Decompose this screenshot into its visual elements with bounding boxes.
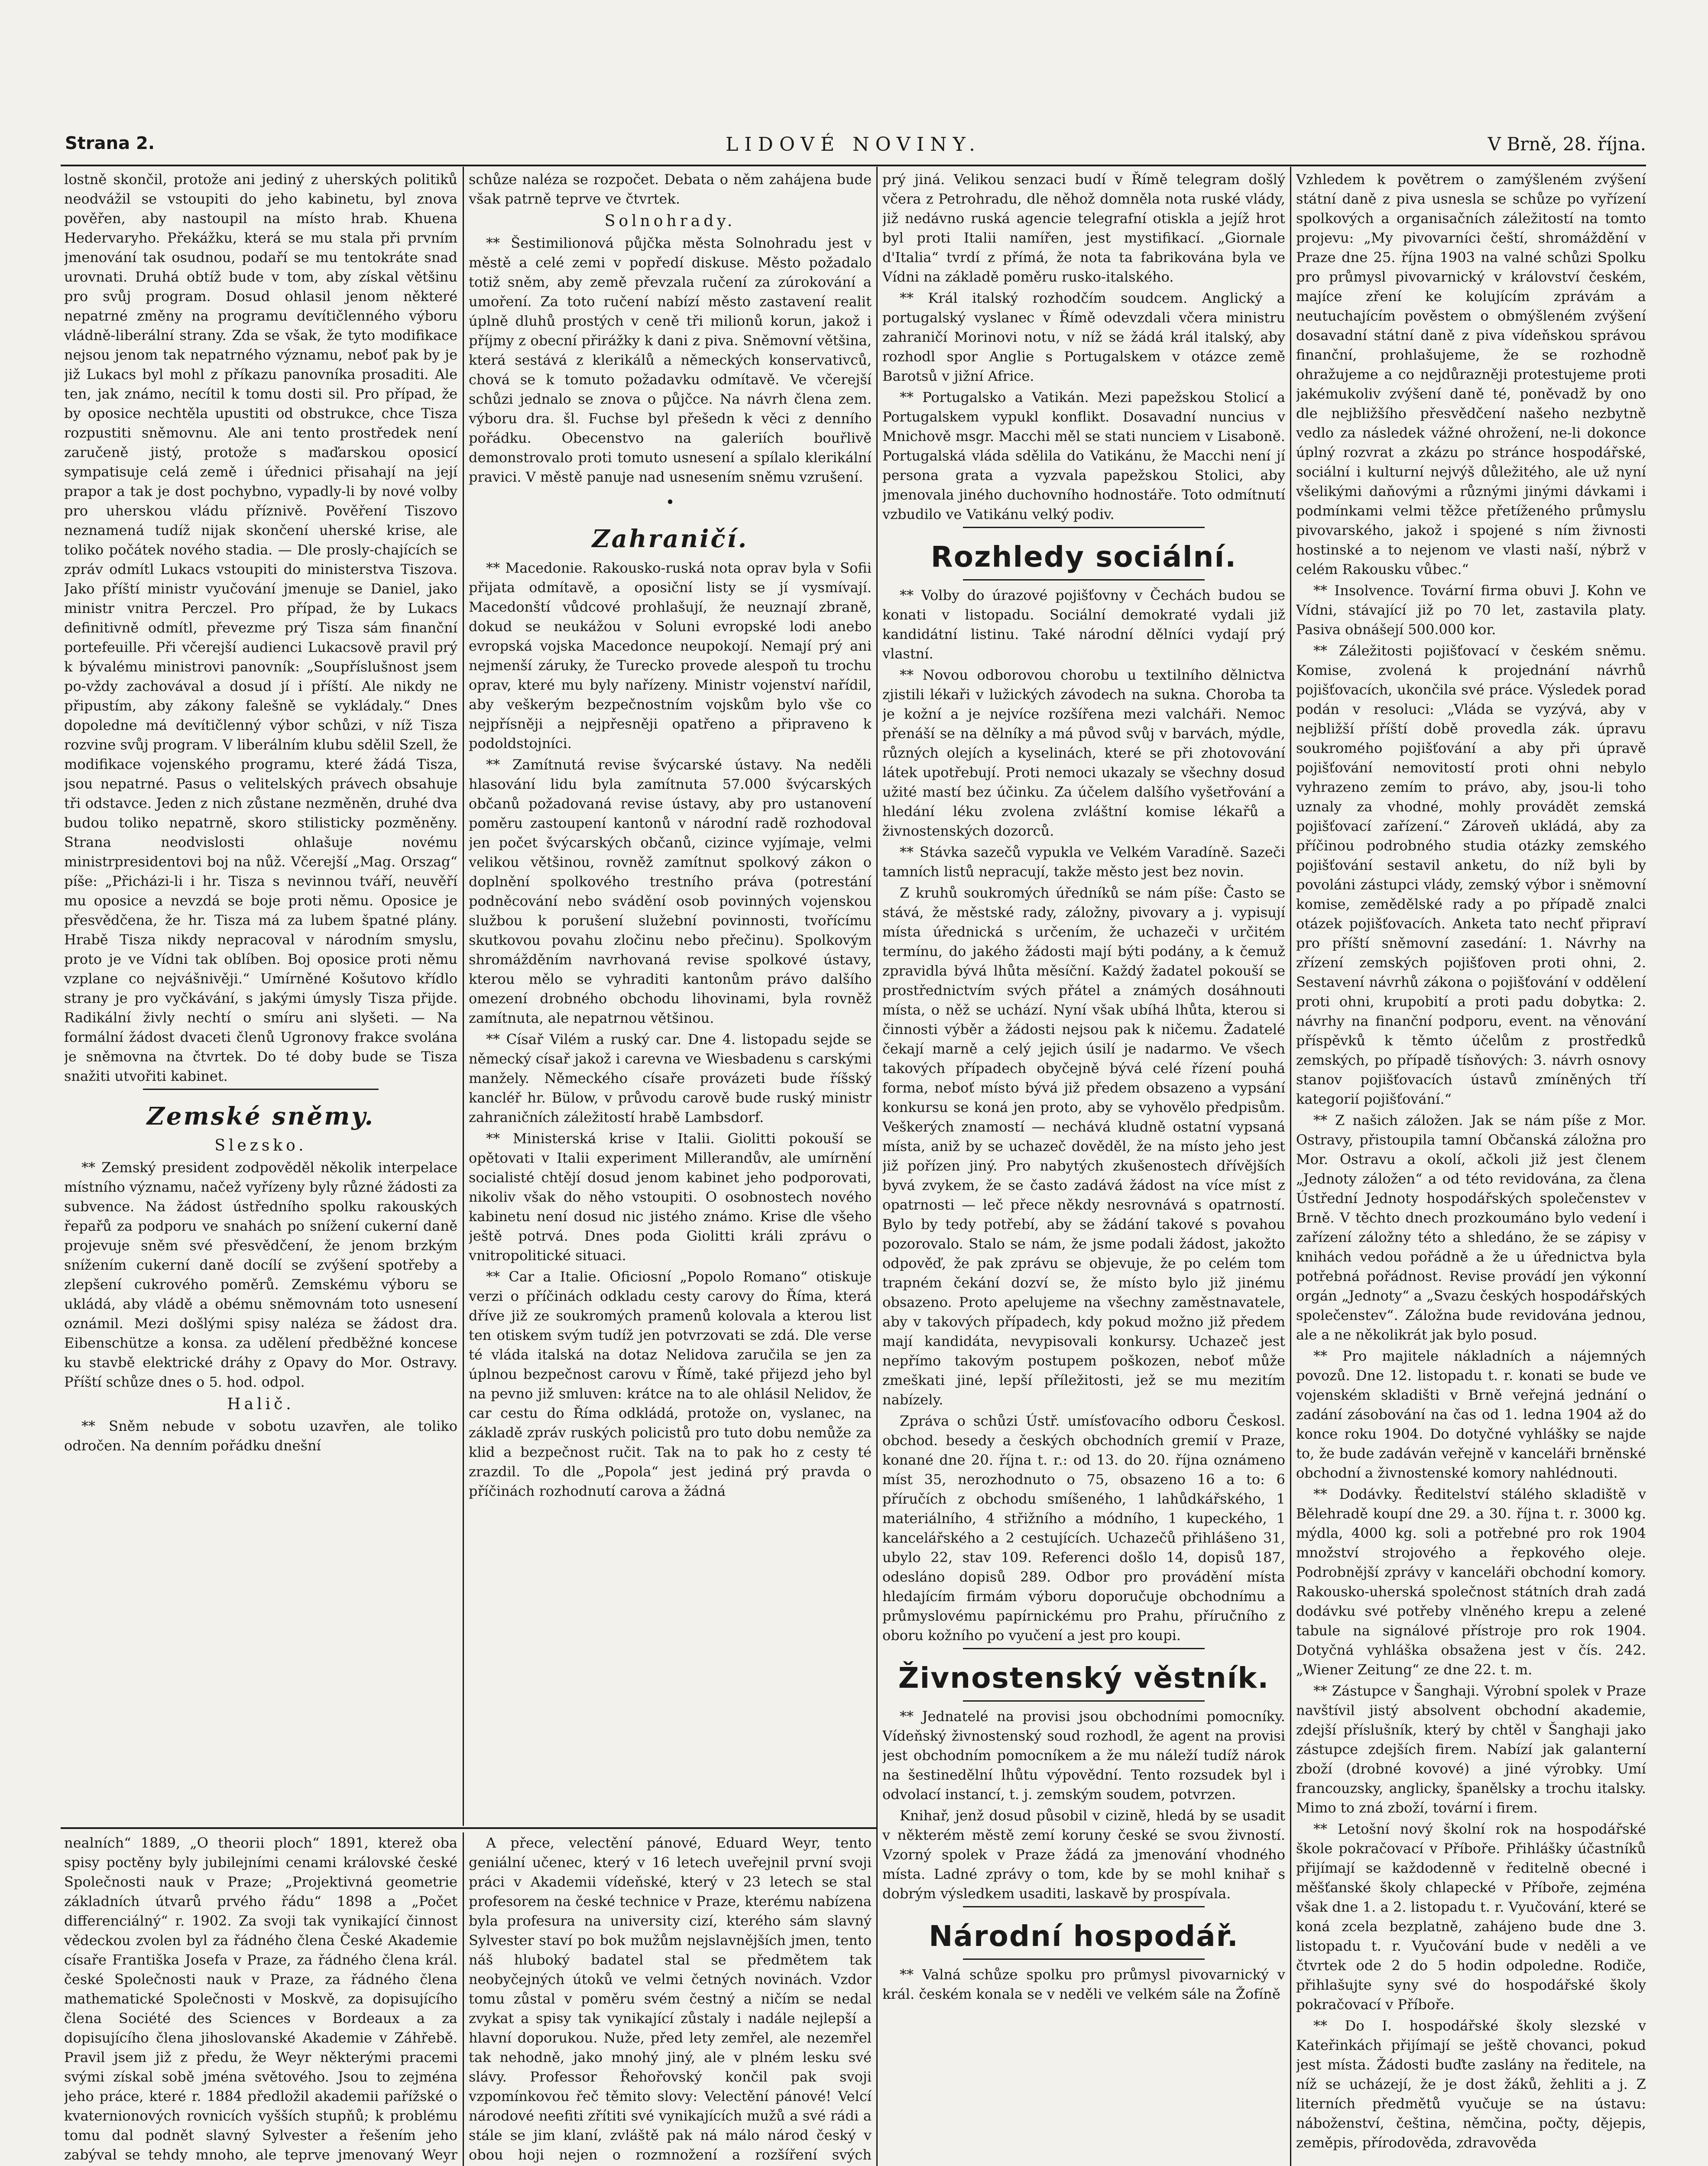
article-knihar: Knihař, jenž dosud působil v cizině, hledá by se usadit v některém městě zemí koruny české se svou živností. Vzorný spolek v Praze žádá za jmenování vhodného místa. Ladné zprávy o tom, kde by se mohl knihař s dobrým výsledkem usaditi, laskavě by prospívala. xyxy=(882,1807,1285,1902)
article-insolvence: ** Insolvence. Tovární firma obuvi J. Kohn ve Vídni, stávající již po 70 let, zastavila platy. Pasiva obnášejí 500.000 kor. xyxy=(1296,582,1646,638)
article-kral-italsky: ** Král italský rozhodčím soudcem. Anglický a portugalský vyslanec v Římě odevzdali včera ministru zahraničí Morinovi notu, v níž se žádá král italský, aby rozhodl spor Anglie s Portugalskem v otázce země Barotsů v jižní Africe. xyxy=(882,290,1285,384)
article-halic: ** Sněm nebude v sobotu uzavřen, ale toliko odročen. Na denním pořádku dnešní xyxy=(64,1418,457,1454)
section-divider xyxy=(963,1906,1205,1907)
newspaper-title: LIDOVÉ NOVINY. xyxy=(726,133,981,156)
issue-date: V Brně, 28. října. xyxy=(1488,133,1646,155)
article-pribor: ** Letošní nový školní rok na hospodářské škole pokračovací v Příboře. Přihlášky účastníků přijímají se každodenně v ředitelně obecné i měšťanské školy chlapecké v Příboře, zejména však dne 1. a 2. listopadu t. r. Vyučování, které se koná zcela bezplatně, zahájeno bude dne 3. listopadu t. r. Vyučování bude v neděli a ve čtvrtek ode 2 do 5 hodin odpoledne. Rodiče, přihlašujte syny své do hospodářské školy pokračovací v Příboře. xyxy=(1296,1821,1646,2013)
column-rule-bottom-1 xyxy=(463,1832,464,2166)
feuilleton-weyr-2: A přece, velectění pánové, Eduard Weyr, tento geniální učenec, který v 16 letech uveřejnil první svoji práci v Akademii vídeňské, který v 23 letech se stal profesorem na české technice v Praze, kterému nabízena byla profesura na university cizí, kterého sám slavný Sylvester staví po bok mužům nejslavnějších jmen, tento náš hluboký badatel stal se předmětem tak neobyčejných útoků ve velmi četných novinách. Vzdor tomu zůstal v poměru svém čestný a ničím se nedal zvykat a spisy tak vynikající zůstaly i nadále nejlepší a hlavní doporukou. Nuže, před lety zemřel, ale nezemřel tak nehodně, jako mnohý jiný, ale v plném lesku své slávy. Professor Řehořovský končil pak svoji vzpomínkovou řeč těmito slovy: Velectění pánové! Velcí národové neefiti zřítiti své vynikajících mužů a své rádi a stále se jim klaní, zvláště pak ná málo národ český v obou hoji nejen o rozmnožení a rozšíření svých xyxy=(469,1835,872,2163)
column-2 xyxy=(469,170,872,1825)
feuilleton-weyr-1: nealních“ 1889, „O theorii ploch“ 1891, kterež oba spisy poctěny byly jubilejními cenami královské české Společnosti nauk v Praze; „Projektivná geometrie základních útvarů prvého řádu“ 1898 a „Počet differenciálný“ r. 1902. Za svoji tak vynikající činnost vědeckou zvolen byl za řádného člena České Akademie císaře Františka Josefa v Praze, za řádného člena král. české Společnosti nauk v Praze, za řádného člena mathematické Společnosti v Moskvě, za dopisujícího člena Société des Sciences v Bordeaux a za dopisujícího člena jihoslovanské Akademie v Záhřebě. Pravil jsem již z předu, že Weyr některými pracemi svými získal sobě jména světového. Jsou to zejména jeho práce, které r. 1884 předložil akademii pařížské o kvaternionových rovnicích vyšších stupňů; k problému tomu dal podnět slavný Sylvester a řešením jeho zabýval se tehdy mnoho, ale teprve jmenovaný Weyr xyxy=(64,1835,457,2163)
article-slezsko: ** Zemský president zodpověděl několik interpelace místního významu, načež vyřízeny byly různé žádosti za subvence. Na žádost ústředního spolku rakouských řepařů za podporu ve snahách po snížení cukerní daně projevuje sněm své přesvědčení, že jenom brzkým snížením cukerní daně docílí se zvýšení spotřeby a zlepšení cukrového poměrů. Zemskému výboru se ukládá, aby vládě a obému sněmovnám toto usnesení oznámil. Mezi došlými spisy naléza se žádost dra. Eibenschütze a konsa. za udělení předběžné koncese ku stavbě elektrické dráhy z Opavy do Mor. Ostravy. Příští schůze dnes o 5. hod. odpol. xyxy=(64,1159,457,1390)
article-katerinky: ** Do I. hospodářské školy slezské v Kateřinkách přijímají se ještě chovanci, pokud jest místa. Žádosti buďte zaslány na ředitele, na níž se ucházejí, že je dost žáků, žehliti a j. Z literních předmětů vyučuje se na ústavu: náboženství, čeština, němčina, počty, dějepis, zeměpis, přírodověda, zdravověda xyxy=(1296,2017,1646,2151)
page-number: Strana 2. xyxy=(65,133,155,153)
section-heading-zemske-snemy: Zemské sněmy. xyxy=(147,1102,375,1131)
article-svycarsko: ** Zamítnutá revise švýcarské ústavy. Na neděli hlasování lidu byla zamítnuta 57.000 švýcarských občanů požadovaná revise ústavy, aby pro ustanovení poměru zastoupení kantonů v národní radě rozhodoval jen počet švýcarských občanů, cizince vyjímaje, velmi velikou většinou, rovněž zamítnut spolkový zákon o doplnění spolkového trestního práva (potrestání podněcování nebo svádění osob povinných vojenskou službou k porušení služební povinnosti, tvořícímu skutkovou povahu zločinu nebo přečinu). Spolkovým shromážděním navrhovaná revise spolkové ústavy, kterou mělo se vyhraditi kantonům právo dalšího omezení drobného obchodu lihovinami, byla rovněž zamítnuta, ale nepatrnou většinou. xyxy=(469,756,872,1026)
article-volby: ** Volby do úrazové pojišťovny v Čechách budou se konati v listopadu. Sociální demokraté vydali již kandidátní listinu. Také národní dělníci vydají prý vlastní. xyxy=(882,587,1285,662)
column-3 xyxy=(882,170,1285,2166)
column-rule-3 xyxy=(1290,167,1291,2166)
section-divider xyxy=(963,1700,1205,1702)
section-heading-zahranici: Zahraničí. xyxy=(592,525,749,553)
article-valna-schuze: ** Valná schůze spolku pro průmysl pivovarnický v král. českém konala se v neděli ve velkém sále na Žofíně xyxy=(882,1966,1285,2002)
header-rule xyxy=(61,165,1646,166)
article-car-italie-cont: prý jiná. Velikou senzaci budí v Římě telegram došlý včera z Petrohradu, dle něhož domněla nota ruské vlády, již nedávno ruská agencie telegrafní otiskla a jejíž hrot byl proti Italii namířen, jest mystifikací. „Giornale d'Italia“ tvrdí z přímá, že nota ta fabrikována byla ve Vídni na základě poměru rusko-italského. xyxy=(882,171,1285,285)
column-rule-1 xyxy=(463,167,464,1826)
column-rule-2 xyxy=(876,167,878,2166)
article-cisar-vilem: ** Císař Vilém a ruský car. Dne 4. listopadu sejde se německý císař jakož i carevna ve Wiesbadenu s carskými manžely. Německého císaře provázeti bude říšský kancléř hr. Bülow, v průvodu carově bude ruský ministr zahraničních záležitostí hrabě Lambsdorf. xyxy=(469,1031,872,1125)
article-zalozny: ** Z našich záložen. Jak se nám píše z Mor. Ostravy, přistoupila tamní Občanská záložna pro Mor. Ostravu a okolí, ačkoli již jest členem „Jednoty záložen“ a od této revidována, za člena Ústřední Jednoty hospodářských společenstev v Brně. V těchto dnech prozkoumáno bylo vedení i zařízení záložny této a shledáno, že se zápisy v knihách vedou pořádně a že u úřednictva byla potřebná pořádnost. Revise provádí jen výkonní orgán „Jednoty“ a „Svazu českých hospodářských společenstev“. Záložna bude revidována jednou, ale a ne několikrát jak bylo posud. xyxy=(1296,1112,1646,1343)
section-heading-narodni: Národní hospodář. xyxy=(929,1920,1239,1953)
feuilleton-column-1 xyxy=(64,1833,457,2166)
subheading-solnohrady: Solnohrady. xyxy=(604,212,736,230)
article-dodavky: ** Dodávky. Ředitelství stálého skladiště v Bělehradě koupí dne 29. a 30. října t. r. 3000 kg. mýdla, 4000 kg. soli a potřebné pro rok 1904 množství strojového a řepkového oleje. Podrobnější zprávy v kanceláři obchodní komory. Rakousko-uherská společnost státních drah zadá dodávku své potřeby vlněného krepu a zelené tabule na signálové přístroje pro rok 1904. Dotyčná vyhláška obsažena jest v čís. 242. „Wiener Zeitung“ ze dne 22. t. m. xyxy=(1296,1486,1646,1678)
article-sanghaj: ** Zástupce v Šanghaji. Výrobní spolek v Praze navštívil jistý absolvent obchodní akademie, zdejší příslušník, který by chtěl v Šanghaji jako zástupce zdejších firem. Nabízí jak galanterní zboží (drobné kovové) a jiné výrobky. Umí francouzsky, anglicky, španělsky a trochu italsky. Mimo to zná zboží, tovární i firem. xyxy=(1296,1683,1646,1816)
section-divider xyxy=(963,579,1205,580)
article-car-italie: ** Car a Italie. Oficiosní „Popolo Romano“ otiskuje verzi o příčinách odkladu cesty carovy do Říma, která dříve již ze soukromých pramenů kolovala a kterou list ten otiskem svým tudíž jen potvrzovati se zdá. Dle verse té vláda italská na dotaz Nelidova zaručila se jen za úplnou bezpečnost carovu v Římě, také přijezd jeho byl na pevno již smluven: krátce na to ale ohlásil Nelidov, že car cestu do Říma odkládá, protože on, vyslanec, na základě zpráv ruských policistů pro tuto dobu nemůže za klid a bezpečnost ručit. Tak na to pak ho z cesty té zrazdil. To dle „Popola“ jest jediná prý pravda o příčinách rozhodnutí carova a žádná xyxy=(469,1268,872,1499)
article-italie-krise: ** Ministerská krise v Italii. Giolitti pokouší se opětovati v Italii experiment Millerandův, ale umírnění socialisté chtějí dosud jenom kabinet jeho podporovati, nikoliv však do něho vstoupiti. O osobnostech nového kabinetu není dosud nic jistého známo. Krise dle všeho ještě potrvá. Dnes poda Giolitti králi zprávu o vnitropolitické situaci. xyxy=(469,1130,872,1264)
article-stavka: ** Stávka sazečů vypukla ve Velkém Varadíně. Sazeči tamních listů nepracují, takže město jest bez novin. xyxy=(882,844,1285,880)
article-pojistovaci: ** Záležitosti pojišťovací v českém sněmu. Komise, zvolená k projednání návrhů pojišťovacích, ukončila své práce. Výsledek porad podán v resoluci: „Vláda se vyzývá, aby v nejbližší příští době provedla zák. úpravu soukromého pojišťování a aby při úpravě pojišťování nemovitostí proti ohni nebylo vyhrazeno zemím to právo, aby, jsou-li toho uznaly za vhodné, mohly provádět zemská pojišťovací zařízení.“ Zároveň ukládá, aby za příčinou podrobného studia otázky zemského pojišťování sestavil anketu, do níž byli by povoláni zástupci vlády, zemský výbor i sněmovní komise, zemědělské rady a po případě znalci otázek pojišťovacích. Anketa tato nechť připraví pro příští sněmovní zasedání: 1. Návrhy na zřízení zemských pojišťoven proti ohni, 2. Sestavení návrhů zákona o pojišťování v oddělení proti ohni, krupobití a proti padu dobytka: 2. návrhy na finanční podporu, event. na věnování příspěvků k těmto účelům z prostředků zemských, po případě tísňových: 3. návrh osnovy stanov pojišťovacích ústavů zmíněných tří kategorií pojišťování.“ xyxy=(1296,642,1646,1107)
section-divider xyxy=(143,1089,379,1090)
section-divider xyxy=(963,1958,1205,1960)
ornament: • xyxy=(665,494,675,512)
article-hungary: lostně skončil, protože ani jediný z uherských politiků neodvážil se vstoupiti do jeho kabinetu, byl znova pověřen, aby nastoupil na místo hrab. Khuena Hedervaryho. Překážku, která se mu stala při prvním jmenování tak osudnou, podaří se mu tentokráte snad urovnati. Druhá obtíž bude v tom, aby získal většinu pro svůj program. Dosud ohlasil jenom některé nepatrné změny na programu devítičlenného výboru vládně-liberální strany. Zda se však, že tyto modifikace nejsou jenom tak nepatrného významu, neboť pak by je již Lukacs byl mohl z příkazu panovníka prosaditi. Ale ten, jak známo, necítil k tomu dosti sil. Pro případ, že by oposice nechtěla upustiti od obstrukce, chce Tisza rozpustiti sněmovnu. Ale ani tento prostředek není zaručeně jistý, protože s maďarskou oposicí sympatisuje celá země i úřednici přisahají na její prapor a tak je dost pochybno, vypadly-li by nové volby pro uherskou vládu příznivě. Pověření Tiszovo neznamená tudíž nijak skončení uherské krise, ale toliko počátek nového stadia. — Dle prosly-chajících se zpráv odmítl Lukacs vstoupiti do ministerstva Tiszova. Jako příští ministr vyučování jmenuje se Daniel, jako ministr vnitra Perczel. Pro případ, že by Lukacs definitivně odmítl, převezme prý Tisza sám finanční portefeuille. Při včerejší audienci Lukacsově pravil prý k bývalému ministrovi panovník: „Soupříslušnost jsem po-vždy zachovával a dosud jí i příští. Ale nikdy ne připustím, aby zákony falešně se vykládaly.“ Dnes dopoledne má devítičlenný výbor schůzi, v níž Tisza rozvine svůj program. V liberálním klubu sdělil Szell, že modifikace vojenského programu, které žádá Tisza, jsou nepatrné. Pasus o velitelských právech obsahuje tři odstavce. Jeden z nich zůstane nezměněn, druhé dva budou toliko nepatrně, skoro stilisticky pozměněny. Strana neodvislosti ohlašuje novému ministrpresidentovi boj na nůž. Včerejší „Mag. Orszag“ píše: „Přicházi-li i hr. Tisza s nevinnou tváří, neuvěří mu oposice a nevzdá se boje proti němu. Oposice je přesvědčena, že hr. Tisza má za lubem špatné plány. Hrabě Tisza nikdy nepracoval v národním smyslu, proto je ve Vídni tak oblíben. Boj oposice proti němu vzplane co nejvášnivěji.“ Umírněné Košutovo křídlo strany je pro vyčkávání, s jakými úmysly Tisza přijde. Radikální živly nechtí o smíru ani slyšeti. — Na formální žádost dvaceti členů Ugronovy frakce svolána je sněmovna na čtvrtek. Do té doby bude se Tisza snažiti utvořiti kabinet. xyxy=(64,171,457,1084)
article-halic-cont: schůze naléza se rozpočet. Debata o něm zahájena bude však patrně teprve ve čtvrtek. xyxy=(469,171,872,207)
feuilleton-column-2 xyxy=(469,1833,872,2166)
article-choroba: ** Novou odborovou chorobu u textilního dělnictva zjistili lékaři v lužických závodech na sukna. Choroba ta je kožní a je nejvíce rozšířena mezi valcháři. Nemoc přenáší se na dělníky a má původ svůj v barvách, mýdle, různých olejích a kyselinách, které se při zhotovování látek upotřebují. Proti nemoci ukazaly se všechny dosud užité mastí bez účinku. Za účelem dalšího vyšetřování a hledání léku zvolena zvláštní komise lékařů a živnostenských dozorců. xyxy=(882,667,1285,839)
subheading-halic: Halič. xyxy=(227,1395,295,1413)
article-solnohrady: ** Šestimilionová půjčka města Solnohradu jest v městě a celé zemi v popředí diskuse. Město požadalo totiž sněm, aby země převzala ručení za zúrokování a umoření. Za toto ručení nabízí město zastavení realit úplně dluhů prostých v ceně tři milionů korun, jakož i příjmy z obecní přirážky k dani z piva. Sněmovní většina, která sestává z klerikálů a německých konservativců, chová se k tomuto požadavku odmítavě. Ve včerejší schůzi jednalo se znova o půjčce. Na návrh člena zem. výboru dra. šl. Fuchse byl přešedn k věci z denního pořádku. Obecenstvo na galeriích bouřlivě demonstrovalo proti tomuto usnesení a spílalo klerikální pravici. V městě panuje nad usnesením sněmu vzrušení. xyxy=(469,235,872,485)
article-povozy: ** Pro majitele nákladních a nájemných povozů. Dne 12. listopadu t. r. konati se bude ve vojenském skladišti v Brně veřejná jednání o zadání zásobování na čas od 1. ledna 1904 až do konce roku 1904. Do dotyčné vyhlášky se najde to, že bude zadáván veřejně v kanceláři brněnské obchodní a živnostenské komory nahlédnouti. xyxy=(1296,1348,1646,1481)
page-header xyxy=(65,133,1646,164)
section-divider xyxy=(963,1648,1205,1649)
section-divider xyxy=(963,527,1205,528)
article-macedonie: ** Macedonie. Rakousko-ruská nota oprav byla v Sofii přijata odmítavě, a oposiční listy se jí vysmívají. Macedonští vůdcové prohlašují, že neuznají zbraně, dokud se neukážou v Soluni evropské lodi anebo evropská vojska Macedonce neupokojí. Nemají prý ani nejmenší záruky, že Turecko provede alespoň tu trochu oprav, které mu byly nařízeny. Ministr vojenství nařídil, aby veškerým bezpečnostním vojskům bylo vše co nejpřísněji a nejpřesněji opatřeno a připraveno k podoldstojníci. xyxy=(469,560,872,752)
article-umistovaci-odbor: Zpráva o schůzi Ústř. umísťovacího odboru Českosl. obchod. besedy a českých obchodních gremií v Praze, konané dne 20. října t. r.: od 13. do 20. října oznámeno míst 35, nerozhodnuto o 75, obsazeno 16 a to: 6 příručích z obchodu smíšeného, 1 lahůdkářského, 1 materiálního, 4 střižního a módního, 1 kupeckého, 1 kancelářského a 2 cestujících. Uchazečů přihlášeno 31, ubylo 22, stav 109. Referenci došlo 14, dopisů 187, odesláno dopisů 289. Odbor pro provádění místa hledajícím firmám výboru doporučuje obchodnímu a průmyslovému papírnickému pro Prahu, příručního z oboru kožního po vyučení a jest pro koupi. xyxy=(882,1413,1285,1644)
article-pivovarnici: Vzhledem k povětrem o zamýšleném zvýšení státní daně z piva usnesla se schůze po vyřízení spolkových a organisačních záležitostí na tomto projevu: „My pivovarníci čeští, shromáždění v Praze dne 25. října 1903 na valné schůzi Spolku pro průmysl pivovarnický v království českém, majíce zření ke kolujícím zprávám a neutuchajícím pověstem o obmýšleném zvýšení dosavadní státní daně z piva vídeňskou správou finanční, prohlašujeme, že se rozhodně ohražujeme a co nejdůrazněji protestujeme proti jakémukoliv zvýšení daně té, poněvadž by ono dle nejbližšího přesvědčení našeho nezbytně vedlo za následek vážné ohrožení, ne-li dokonce úplný rozvrat a zkázu po stránce hospodářské, sociální i kulturní nejvýš důležitého, ale už nyní všelikými daňovými a různými jinými dávkami i podmínkami velmi těžce přetíženého průmyslu pivovarského, jakož i spojené s ním živnosti hostinské a to nejenom ve vlasti naší, nýbrž v celém Rakousku vůbec.“ xyxy=(1296,171,1646,577)
subheading-slezsko: Slezsko. xyxy=(214,1137,307,1154)
article-portugalsko: ** Portugalsko a Vatikán. Mezi papežskou Stolicí a Portugalskem vypukl konflikt. Dosavadní nuncius v Mnichově msgr. Macchi měl se stati nunciem v Lisaboně. Portugalská vláda sdělila do Vatikánu, že Macchi není jí persona grata a vyzvala papežskou Stolici, aby jmenovala jiného duchovního hodnostáře. Toto odmítnutí vzbudilo ve Vatikánu velký podiv. xyxy=(882,389,1285,522)
article-jednatele: ** Jednatelé na provisi jsou obchodními pomocníky. Vídeňský živnostenský soud rozhodl, že agent na provisi jest obchodním pomocníkem a že mu náleží tudíž nárok na šestinedělní lhůtu výpovědní. Tento rozsudek byl i odvolací instancí, t. j. zemským soudem, potvrzen. xyxy=(882,1708,1285,1803)
section-heading-rozhledy: Rozhledy sociální. xyxy=(930,540,1237,574)
article-urednici: Z kruhů soukromých úředníků se nám píše: Často se stává, že městské rady, záložny, pivovary a j. vypisují místa úřednická s určením, že uchazeči v určitém termínu, do jakého žádosti mají býti podány, a k čemuž zpravidla bývá lhůta měsíční. Každý žadatel pokouší se prostřednictvím svých přátel a známých dosáhnouti místa, o něž se uchází. Nyní však ubíhá lhůta, kterou si činnosti výběr a žádosti nejsou pak k ničemu. Žadatelé čekají marně a celý jejich úsilí je nadarmo. Ve všech takových případech obyčejně bývá celé řízení pouhá forma, neboť místo bývá již předem obsazeno a vypsání konkursu se koná jen proto, aby se vyhovělo předpisům. Veškerých znamostí — nechává kludně ostatní vypsaná místa, aniž by se uchazeč dověděl, že na místo jeho jest již pořízen jiný. Pro nabytých zkušenostech dřívějších byvá zvykem, že se často zadává žádost na více míst z opatrnosti — leč přece někdy nesrovnává s opatrností. Bylo by tedy potřebí, aby se žádání takové s povahou pozorovalo. Stalo se nám, že jsme podali žádost, jakožto odpověď, že pak zprávu se objevuje, že po celém tom trapném čekání dozví se, že místo bylo již jinému obsazeno. Proto apelujeme na všechny zaměstnavatele, aby v takových případech, kdy pokud možno již předem mají kandidáta, nevypisovali konkursy. Uchazeč jest nepřímo takovým postupem poškozen, neboť může zmeškati jiné, lepší příležitosti, jež se mu mezitím nabízely. xyxy=(882,885,1285,1408)
section-heading-zivnostensky: Živnostenský věstník. xyxy=(898,1661,1270,1695)
column-4 xyxy=(1296,170,1646,2166)
feuilleton-rule xyxy=(61,1827,877,1829)
column-1 xyxy=(64,170,457,1825)
